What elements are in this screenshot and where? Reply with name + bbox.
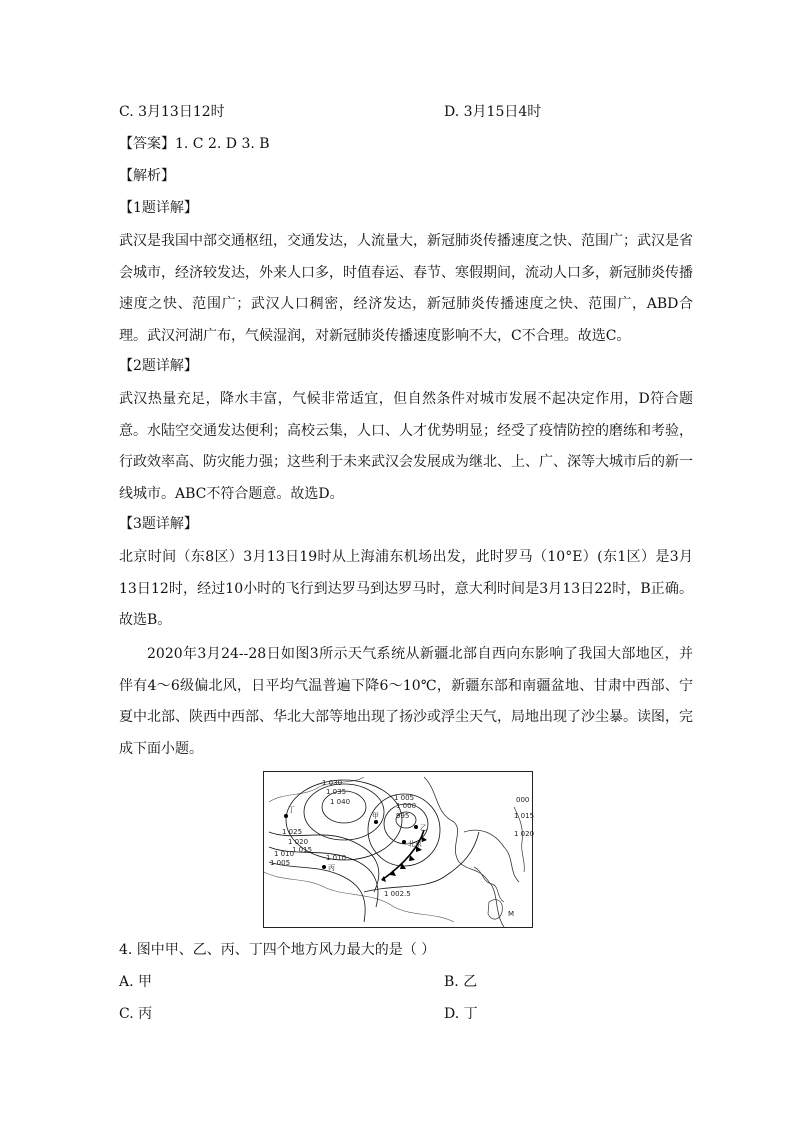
place-dot-ding xyxy=(284,814,288,818)
intro-paragraph: 2020年3月24--28日如图3所示天气系统从新疆北部自西向东影响了我国大部地区，并伴有4～6级偏北风，日平均气温普遍下降6～10℃，新疆东部和南疆盆地、甘肃中西部、宁夏中北部、陕西中西部、华北大部等地出现了扬沙或浮尘天气，局地出现了沙尘暴。读图，完成下面小题。 xyxy=(119,646,693,757)
q2-heading: 【2题详解】 xyxy=(119,358,198,374)
isobar-label: 1 015 xyxy=(514,812,535,820)
coastline-2 xyxy=(464,830,519,882)
place-dot-yi xyxy=(414,825,418,829)
border-south xyxy=(264,872,454,922)
answer-line: 【答案】1. C 2. D 3. B xyxy=(119,136,270,152)
isobar-label: 1 000 xyxy=(396,802,417,810)
front-tooth xyxy=(409,855,415,861)
isobar-label: 1 010 xyxy=(274,850,295,858)
place-label-beijing: 北京 xyxy=(408,840,422,848)
q3-heading: 【3题详解】 xyxy=(119,516,198,532)
coastline xyxy=(424,777,504,927)
q2-explanation: 武汉热量充足，降水丰富，气候非常适宜，但自然条件对城市发展不起决定作用，D符合题意。水陆空交通发达便利；高校云集，人口、人才优势明显；经受了疫情防控的磨练和考验，行政效率高、防灾能力强；这些利于未来武汉会发展成为继北、上、广、深等大城市后的新一线城市。ABC不符合题意。故选D。 xyxy=(119,391,693,502)
isobar-label: 1 040 xyxy=(330,798,351,806)
place-label-ding: 丁 xyxy=(288,806,295,814)
place-dot-bing xyxy=(322,865,326,869)
isobar-label: 1 002.5 xyxy=(384,890,411,898)
q4-option-a: A. 甲 xyxy=(119,974,153,990)
q1-explanation: 武汉是我国中部交通枢纽，交通发达，人流量大，新冠肺炎传播速度之快、范围广；武汉是省会城市，经济较发达，外来人口多，时值春运、春节、寒假期间，流动人口多，新冠肺炎传播速度之快、范围广；武汉人口稠密，经济发达，新冠肺炎传播速度之快、范围广，ABD合理。武汉河湖广布，气候湿润，对新冠肺炎传播速度影响不大，C不合理。故选C。 xyxy=(119,233,693,344)
isobar-label: 1 020 xyxy=(514,830,535,838)
cold-front xyxy=(382,830,424,880)
place-dot-jia xyxy=(374,820,378,824)
place-label-m: M xyxy=(508,910,515,918)
isobar-label: 1 010 xyxy=(326,854,347,862)
isobar-label: 995 xyxy=(396,812,410,820)
analysis-heading: 【解析】 xyxy=(119,168,175,184)
island-2 xyxy=(488,900,502,919)
isobar-label: 1 020 xyxy=(288,838,309,846)
q3-explanation: 北京时间（东8区）3月13日19时从上海浦东机场出发，此时罗马（10°E）(东1区）是3月13日12时，经过10小时的飞行到达罗马到达罗马时，意大利时间是3月13日22时，B正确。故选B。 xyxy=(119,549,693,628)
weather-map xyxy=(263,771,533,928)
place-label-bing: 丙 xyxy=(328,864,335,872)
q4-option-d: D. 丁 xyxy=(444,1006,478,1022)
isobar-label: 000 xyxy=(516,796,530,804)
option-c: C. 3月13日12时 xyxy=(119,104,225,120)
isobar-label: 1 025 xyxy=(282,828,303,836)
place-label-yi: 乙 xyxy=(420,824,427,832)
isobar-label: 1 030 xyxy=(322,779,343,787)
option-d: D. 3月15日4时 xyxy=(444,104,542,120)
isobar-label: 1 005 xyxy=(394,794,415,802)
q4-stem: 4. 图中甲、乙、丙、丁四个地方风力最大的是（ ） xyxy=(119,942,436,958)
isobar-label: 1 005 xyxy=(270,859,291,867)
q4-option-c: C. 丙 xyxy=(119,1006,153,1022)
place-dot-beijing xyxy=(402,840,406,844)
q1-heading: 【1题详解】 xyxy=(119,200,198,216)
place-label-jia: 甲 xyxy=(372,812,379,820)
isobar-label: 1 015 xyxy=(292,846,313,854)
isobar-1015 xyxy=(269,862,365,922)
isobar-label: 1 035 xyxy=(326,788,347,796)
weather-map-svg xyxy=(264,772,535,927)
q4-option-b: B. 乙 xyxy=(444,974,478,990)
